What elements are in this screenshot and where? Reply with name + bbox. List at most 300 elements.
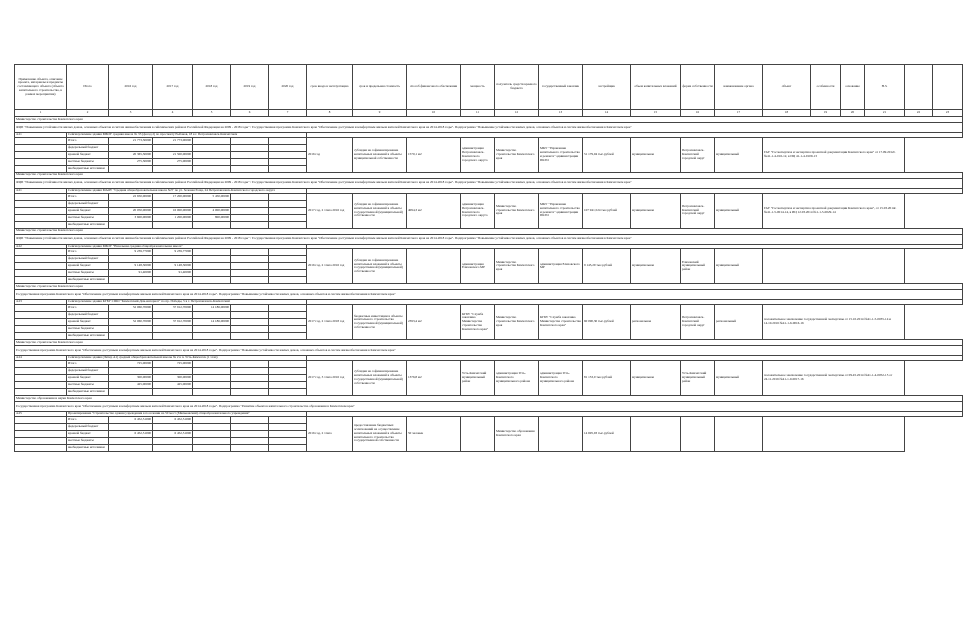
finance-spacer — [15, 270, 67, 277]
header-cell: 2019 год — [231, 65, 269, 110]
finance-empty — [269, 200, 307, 207]
program-row — [15, 290, 963, 300]
object-name: Проектирование "Строительство здания учреждения в поселении на 50 мест (Мильковский) общеобразовательного учреждения" — [67, 411, 307, 416]
finance-spacer — [15, 277, 67, 284]
finance-source: федеральный бюджет — [67, 200, 109, 207]
header-number: 5 — [193, 110, 231, 117]
finance-value: 14 186,00000 — [193, 305, 231, 312]
header-cell: форма собственности — [681, 65, 715, 110]
finance-value — [153, 326, 193, 333]
finance-spacer — [15, 256, 67, 263]
finance-value — [153, 277, 193, 284]
program-name: ФЦП "Повышение устойчивости жилых домов, основных объектов и систем жизнеобеспечения в сейсмических районах Российской Федерации на 2009 - 2018 годы" / Государственная программа Камчатского края "Обеспечение доступным и комфортным жильем жителей Камчатского края на 2014-2018 годы". Подпрограмма "Повышение устойчивости жилых домов, основных объектов и систем жизнеобеспечения в Камчатском крае" — [15, 123, 963, 133]
object-type: муниципальный — [715, 249, 763, 284]
finance-value: 1 200,00000 — [153, 214, 193, 221]
section-title: Министерство строительства Камчатского края — [15, 117, 963, 123]
finance-value — [231, 256, 269, 263]
basis-document: положительное заключение государственной экспертизы от 09.45.2014 №41-1-4-0052-15 от 24.11.2016 №41-1-0-0017-16 — [763, 360, 905, 395]
finance-row — [15, 137, 963, 144]
finance-value — [231, 270, 269, 277]
finance-value — [231, 249, 269, 256]
program-row — [15, 401, 963, 411]
finance-spacer — [15, 319, 67, 326]
finance-value — [109, 277, 153, 284]
finance-value — [231, 144, 269, 151]
financing-method: субсидия на софинансирование капитальных вложений в объекты государственной (муниципальной) собственности — [353, 193, 407, 228]
finance-value — [109, 444, 153, 451]
finance-value — [193, 381, 231, 388]
finance-value — [193, 270, 231, 277]
finance-source: краевой бюджет — [67, 151, 109, 158]
finance-value — [193, 430, 231, 437]
finance-value — [231, 416, 269, 423]
header-cell: срок и предельная стоимость — [353, 65, 407, 110]
finance-value — [109, 221, 153, 228]
finance-empty — [269, 333, 307, 340]
ownership-form: региональная — [631, 305, 681, 340]
capacity: 1570,1 м2 — [407, 137, 461, 172]
finance-value — [153, 221, 193, 228]
finance-value: 52 060,70000 — [109, 319, 153, 326]
finance-spacer — [15, 200, 67, 207]
developer: администрация Усть-Камчатского муниципального района — [539, 360, 583, 395]
finance-spacer — [15, 381, 67, 388]
finance-source: местные бюджеты — [67, 326, 109, 333]
table-body — [15, 117, 963, 452]
finance-value — [193, 367, 231, 374]
finance-value — [193, 326, 231, 333]
finance-value — [153, 423, 193, 430]
finance-source: внебюджетные источники — [67, 165, 109, 172]
basis-document: ГАУ "Госэкспертиза и экспертиза проектной документации Камчатского края" от 17.09.2012г. №41-1-4-016-12, в ИЦ 41-1-4-0109-13 — [763, 137, 905, 172]
finance-row — [15, 249, 963, 256]
section-title: Министерство строительства Камчатского края — [15, 228, 963, 234]
object-name: Сейсмоусиление здания МБОУ средняя школа № 33 (фасад 2) по проспекту Рыбаков, 18 в г. Петропавловск-Камчатском — [67, 133, 307, 138]
finance-value — [231, 312, 269, 319]
finance-row — [15, 416, 963, 423]
finance-value: 22 650,00000 — [109, 193, 153, 200]
finance-source: Итого — [67, 193, 109, 200]
finance-empty — [269, 207, 307, 214]
finance-source: местные бюджеты — [67, 381, 109, 388]
finance-spacer — [15, 193, 67, 200]
finance-value: 9 239,77000 — [153, 249, 193, 256]
header-number: 13 — [539, 110, 583, 117]
finance-spacer — [15, 144, 67, 151]
financing-method: бюджетные инвестиции в объекты капитального строительства государственной (муниципальной) собственности — [353, 305, 407, 340]
finance-value — [193, 388, 231, 395]
finance-empty — [269, 326, 307, 333]
finance-source: Итого — [67, 416, 109, 423]
finance-value — [193, 200, 231, 207]
header-number: 23 — [933, 110, 963, 117]
object-type: муниципальный — [715, 193, 763, 228]
funds-recipient: администрация Елизовского МР — [461, 249, 495, 284]
header-cell: 2016 год — [109, 65, 153, 110]
ownership-form: муниципальная — [631, 193, 681, 228]
commissioning-period: 2017 год, 2 этапа 2016 год — [307, 193, 353, 228]
finance-empty — [269, 158, 307, 165]
object-name: Сейсмоусиление здания МБОУ "Начальная средняя общеобразовательная школа" — [67, 244, 307, 249]
program-name: Государственная программа Камчатского края "Обеспечение доступным и комфортным жильем жителей Камчатского края на 2014-2018 годы". Подпрограмма "Повышение устойчивости жилых домов, основных объектов и систем жизнеобеспечения в Камчатском крае" — [15, 346, 963, 356]
finance-value — [109, 333, 153, 340]
header-cell: Примечание объекта, описание проекта, материалы и предметы составляющего объекта (объекта капитального строительства, в рамках мероприятия) — [15, 65, 67, 110]
object-name: Сейсмоусиление здания (Литер А1) средней общеобразовательной школы № 2 в п. Усть-Камчатск (1 этап) — [67, 356, 307, 361]
finance-value: 37 912,70000 — [153, 319, 193, 326]
finance-value: 91,40000 — [153, 270, 193, 277]
finance-spacer — [15, 263, 67, 270]
commissioning-period: 2016 год, 2 этапа — [307, 416, 353, 451]
body-name — [681, 416, 715, 451]
finance-value — [193, 423, 231, 430]
finance-spacer — [15, 151, 67, 158]
investment-table — [14, 64, 963, 452]
ownership-form: муниципальная — [631, 137, 681, 172]
object-number: 4.25 — [15, 411, 67, 416]
finance-value — [193, 137, 231, 144]
funds-recipient — [461, 416, 495, 451]
finance-empty — [269, 444, 307, 451]
header-number: 20 — [841, 110, 865, 117]
finance-value — [193, 333, 231, 340]
finance-value: 275,30000 — [109, 158, 153, 165]
finance-value — [153, 312, 193, 319]
header-number: 22 — [905, 110, 933, 117]
finance-value: 9 148,30000 — [153, 263, 193, 270]
program-name: ФЦП "Повышение устойчивости жилых домов, основных объектов и систем жизнеобеспечения в сейсмических районах Российской Федерации на 2009 - 2018 годы" / Государственная программа Камчатского края "Обеспечение доступным и комфортным жильем жителей Камчатского края на 2014-2018 годы". Подпрограмма "Повышение устойчивости жилых домов, основных объектов и систем жизнеобеспечения в Камчатском крае" — [15, 178, 963, 188]
state-customer: Министерство строительства Камчатского края — [495, 249, 539, 284]
basis-document — [763, 416, 905, 451]
capacity: 1376,8 м2 — [407, 360, 461, 395]
commissioning-period: 2016 год — [307, 137, 353, 172]
finance-source: местные бюджеты — [67, 214, 109, 221]
finance-value — [153, 388, 193, 395]
finance-value — [193, 263, 231, 270]
finance-value: 6 452,51000 — [109, 416, 153, 423]
finance-value — [231, 207, 269, 214]
finance-empty — [269, 416, 307, 423]
financing-method: субсидия на софинансирование капитальных вложений в объекты муниципальной собственности — [353, 137, 407, 172]
finance-spacer — [15, 137, 67, 144]
finance-spacer — [15, 416, 67, 423]
capital-cost: 51 179,04 тыс.рублей — [583, 137, 631, 172]
finance-value — [153, 144, 193, 151]
finance-row — [15, 305, 963, 312]
finance-source: краевой бюджет — [67, 319, 109, 326]
program-name: Государственная программа Камчатского края "Обеспечение доступным и комфортным жильем жителей Камчатского края на 2014-2018 годы". Подпрограмма "Развитие объектов капитального строительства образования в Камчатском крае" — [15, 401, 963, 411]
finance-value: 16 000,00000 — [153, 207, 193, 214]
finance-empty — [269, 305, 307, 312]
developer — [539, 416, 583, 451]
finance-source: внебюджетные источники — [67, 333, 109, 340]
header-cell: государственный заказчик — [539, 65, 583, 110]
finance-value — [231, 423, 269, 430]
header-number: 11 — [461, 110, 495, 117]
finance-empty — [269, 137, 307, 144]
header-number: 21 — [865, 110, 905, 117]
finance-value — [153, 165, 193, 172]
finance-value — [109, 144, 153, 151]
finance-value — [153, 333, 193, 340]
header-cell: срок ввода в эксплуатацию — [307, 65, 353, 110]
section-title: Министерство образования и науки Камчатского края — [15, 395, 963, 401]
finance-value — [109, 312, 153, 319]
finance-value: 275,00000 — [153, 158, 193, 165]
finance-value — [231, 158, 269, 165]
developer: МКУ "Управление капитального строительства и ремонта" администрации ПКГО — [539, 137, 583, 172]
header-cell: основание — [841, 65, 865, 110]
header-number: 15 — [631, 110, 681, 117]
finance-value — [153, 367, 193, 374]
finance-spacer — [15, 305, 67, 312]
finance-empty — [269, 367, 307, 374]
finance-spacer — [15, 374, 67, 381]
object-type: региональный — [715, 305, 763, 340]
finance-value — [231, 263, 269, 270]
finance-spacer — [15, 367, 67, 374]
program-row — [15, 178, 963, 188]
finance-value: 300,00000 — [109, 374, 153, 381]
object-number: 4.22 — [15, 244, 67, 249]
finance-source: федеральный бюджет — [67, 144, 109, 151]
finance-value: 91,40000 — [109, 270, 153, 277]
capital-cost: 9 145,29 тыс.рублей — [583, 249, 631, 284]
finance-source: местные бюджеты — [67, 437, 109, 444]
finance-spacer — [15, 249, 67, 256]
header-cell: застройщик — [583, 65, 631, 110]
program-row — [15, 234, 963, 244]
finance-value — [109, 437, 153, 444]
body-name: Усть-Камчатский муниципальный район — [681, 360, 715, 395]
header-cell: получатель средств краевого бюджета — [495, 65, 539, 110]
finance-value — [231, 193, 269, 200]
finance-value — [109, 388, 153, 395]
developer: МКУ "Управление капитального строительства и ремонта" администрации ПКГО — [539, 193, 583, 228]
finance-row — [15, 193, 963, 200]
finance-value — [231, 214, 269, 221]
basis-document: ГАУ "Госэкспертиза и экспертиза проектной документации Камчатского края", от 15.03.2014г. №41-1-5-0014-14, в ИЦ 12.03.2014 №1-1-5-0029-14 — [763, 193, 905, 228]
finance-spacer — [15, 158, 67, 165]
finance-source: федеральный бюджет — [67, 312, 109, 319]
program-row — [15, 346, 963, 356]
program-row — [15, 123, 963, 133]
finance-spacer — [15, 312, 67, 319]
finance-empty — [269, 388, 307, 395]
finance-spacer — [15, 423, 67, 430]
capacity: 2393,4 м2 — [407, 305, 461, 340]
finance-value — [193, 158, 231, 165]
program-name: Государственная программа Камчатского края "Обеспечение доступным и комфортным жильем жителей Камчатского края на 2014-2018 годы". Подпрограмма "Повышение устойчивости жилых домов, основных объектов и систем жизнеобеспечения в Камчатском крае" — [15, 290, 963, 300]
finance-source: внебюджетные источники — [67, 444, 109, 451]
finance-empty — [269, 437, 307, 444]
funds-recipient: Усть-Камчатский муниципальный район — [461, 360, 495, 395]
developer: администрация Елизовского МР — [539, 249, 583, 284]
finance-value: 37 912,70000 — [153, 305, 193, 312]
finance-value — [109, 256, 153, 263]
finance-row — [15, 360, 963, 367]
capital-cost: 14 695,93 тыс.рублей — [583, 416, 631, 451]
finance-empty — [269, 214, 307, 221]
finance-value: 6 452,51000 — [153, 430, 193, 437]
finance-value: 21 773,00000 — [153, 137, 193, 144]
finance-value — [231, 137, 269, 144]
finance-value: 9 148,30000 — [109, 263, 153, 270]
finance-value: 300,00000 — [153, 374, 193, 381]
header-number: 10 — [407, 110, 461, 117]
header-number: 1 — [15, 110, 67, 117]
header-row — [15, 65, 963, 110]
state-customer: Министерство строительства Камчатского края — [495, 137, 539, 172]
capital-cost: 81 153,0 тыс.рублей — [583, 360, 631, 395]
header-cell — [905, 65, 933, 110]
header-cell — [933, 65, 963, 110]
finance-empty — [269, 263, 307, 270]
commissioning-period: 2016 год, 2 этапа 2016 год — [307, 249, 353, 284]
finance-value — [153, 444, 193, 451]
finance-value — [231, 326, 269, 333]
body-name: Елизовский муниципальный район — [681, 249, 715, 284]
finance-value: 5 450,00000 — [193, 193, 231, 200]
finance-value — [231, 165, 269, 172]
finance-source: федеральный бюджет — [67, 367, 109, 374]
program-name: ФЦП "Повышение устойчивости жилых домов, основных объектов и систем жизнеобеспечения в сейсмических районах Российской Федерации на 2009 - 2018 годы" / Государственная программа Камчатского края "Обеспечение доступным и комфортным жильем жителей Камчатского края на 2014-2018 годы". Подпрограмма "Повышение устойчивости жилых домов, основных объектов и систем жизнеобеспечения в Камчатском крае" — [15, 234, 963, 244]
finance-value — [193, 416, 231, 423]
finance-empty — [269, 193, 307, 200]
finance-spacer — [15, 388, 67, 395]
financing-method: предоставление бюджетных ассигнований на осуществление капитальных вложений в объекты капитального строительства государственной собственности — [353, 416, 407, 451]
finance-source: Итого — [67, 305, 109, 312]
finance-value — [231, 277, 269, 284]
finance-value — [231, 367, 269, 374]
capital-cost: 107 941,524 тыс.рублей — [583, 193, 631, 228]
capacity: 50 человек — [407, 416, 461, 451]
finance-value — [153, 256, 193, 263]
object-name: Сейсмоусиление здания МАОУ "Средняя общеобразовательная школа №3" по ул. Зеленая Роща, 24 Петропавловск-Камчатского городского округа — [67, 188, 307, 193]
finance-source: Итого — [67, 137, 109, 144]
capital-cost: 60 090,30 тыс.рублей — [583, 305, 631, 340]
finance-value: 425,00000 — [153, 381, 193, 388]
header-cell: особенности — [811, 65, 841, 110]
finance-empty — [269, 319, 307, 326]
header-cell: объект — [763, 65, 811, 110]
finance-spacer — [15, 221, 67, 228]
finance-value — [231, 200, 269, 207]
finance-value — [231, 305, 269, 312]
finance-value: 20 050,00000 — [109, 207, 153, 214]
finance-value — [109, 200, 153, 207]
finance-source: внебюджетные источники — [67, 277, 109, 284]
finance-value — [109, 367, 153, 374]
finance-empty — [269, 312, 307, 319]
developer: КГБУ "Служба заказчика Министерства строительства Камчатского края" — [539, 305, 583, 340]
state-customer: администрация Усть-Камчатского муниципального района — [495, 360, 539, 395]
section-title: Министерство строительства Камчатского края — [15, 284, 963, 290]
finance-value — [193, 374, 231, 381]
object-type: муниципальный — [715, 137, 763, 172]
object-name: Сейсмоусиление здания КГБУ СШО "Камчатский Дом-интернат" по пр. Победы, 5 в г. Петропавловск-Камчатский — [67, 300, 307, 305]
header-cell: Итого — [67, 65, 109, 110]
finance-source: местные бюджеты — [67, 158, 109, 165]
finance-value — [231, 444, 269, 451]
finance-source: федеральный бюджет — [67, 256, 109, 263]
finance-value — [231, 388, 269, 395]
finance-value — [193, 165, 231, 172]
finance-value: 6 452,51000 — [153, 416, 193, 423]
finance-value — [193, 312, 231, 319]
header-number: 16 — [681, 110, 715, 117]
finance-empty — [269, 151, 307, 158]
capacity: 4094,3 м2 — [407, 193, 461, 228]
finance-source: краевой бюджет — [67, 207, 109, 214]
finance-value: 725,00000 — [153, 360, 193, 367]
finance-value — [231, 221, 269, 228]
header-number: 6 — [231, 110, 269, 117]
header-number: 4 — [153, 110, 193, 117]
finance-empty — [269, 430, 307, 437]
finance-value: 17 200,00000 — [153, 193, 193, 200]
finance-value — [153, 200, 193, 207]
finance-empty — [269, 256, 307, 263]
finance-value: 4 000,00000 — [193, 207, 231, 214]
finance-value: 9 239,77000 — [109, 249, 153, 256]
header-cell: наименование органа — [715, 65, 763, 110]
finance-source: краевой бюджет — [67, 430, 109, 437]
finance-value — [109, 423, 153, 430]
finance-value — [153, 437, 193, 444]
finance-source: местные бюджеты — [67, 270, 109, 277]
ownership-form: муниципальная — [631, 249, 681, 284]
finance-value — [231, 333, 269, 340]
finance-spacer — [15, 360, 67, 367]
finance-value — [109, 165, 153, 172]
ownership-form — [631, 416, 681, 451]
header-cell: мощность — [461, 65, 495, 110]
finance-empty — [269, 374, 307, 381]
finance-value — [231, 319, 269, 326]
finance-value — [231, 374, 269, 381]
finance-source: внебюджетные источники — [67, 221, 109, 228]
table-header — [15, 65, 963, 117]
header-number: 14 — [583, 110, 631, 117]
finance-value — [109, 326, 153, 333]
finance-value — [231, 437, 269, 444]
header-number: 3 — [109, 110, 153, 117]
funds-recipient: КГБУ "Служба заказчика Министерства строительства Камчатского края" — [461, 305, 495, 340]
finance-source: внебюджетные источники — [67, 388, 109, 395]
ownership-form: муниципальная — [631, 360, 681, 395]
finance-value: 425,00000 — [109, 381, 153, 388]
body-name: Петропавловск-Камчатский городской округ — [681, 305, 715, 340]
finance-value: 3 600,00000 — [109, 214, 153, 221]
state-customer: Министерство образования Камчатского края — [495, 416, 539, 451]
header-number: 9 — [353, 110, 407, 117]
finance-spacer — [15, 437, 67, 444]
finance-spacer — [15, 207, 67, 214]
section-title: Министерство строительства Камчатского края — [15, 340, 963, 346]
state-customer: Министерство строительства Камчатского края — [495, 193, 539, 228]
object-number: 4.24 — [15, 356, 67, 361]
finance-spacer — [15, 326, 67, 333]
finance-value — [193, 256, 231, 263]
finance-spacer — [15, 214, 67, 221]
commissioning-period: 2017 год, 3 этапа 2016 год — [307, 360, 353, 395]
finance-spacer — [15, 444, 67, 451]
finance-source: Итого — [67, 360, 109, 367]
finance-source: краевой бюджет — [67, 263, 109, 270]
finance-value — [193, 221, 231, 228]
finance-value — [231, 360, 269, 367]
finance-value: 6 452,51000 — [109, 430, 153, 437]
